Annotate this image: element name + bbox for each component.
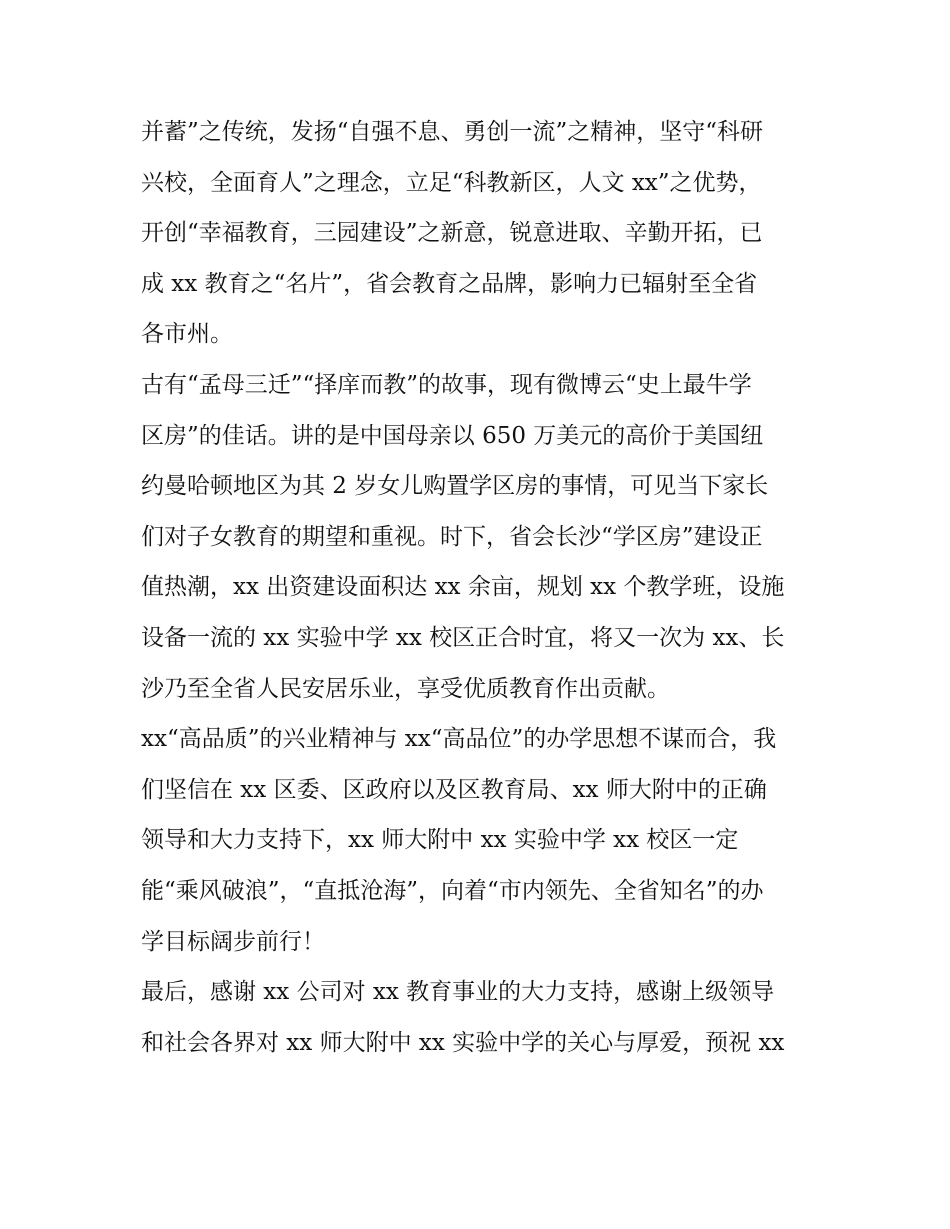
paragraph-school-tradition: [141, 107, 821, 360]
text-line: 沙乃至全省人民安居乐业，享受优质教育作出贡献。: [141, 675, 670, 702]
paragraph-thanks: [141, 967, 821, 1068]
text-line: 约曼哈顿地区为其 2 岁女儿购置学区房的事情，可见当下家长: [141, 473, 769, 500]
text-line: xx“高品质”的兴业精神与 xx“高品位”的办学思想不谋而合，我: [141, 726, 777, 753]
text-line: 各市州。: [141, 321, 233, 348]
text-line: 们对子女教育的期望和重视。时下，省会长沙“学区房”建设正: [141, 523, 763, 550]
text-line: 古有“孟母三迁”“择庠而教”的故事，现有微博云“史上最牛学: [141, 371, 752, 398]
paragraph-school-district-housing: [141, 360, 821, 714]
text-line: 能“乘风破浪”，“直抵沧海”，向着“市内领先、全省知名”的办: [141, 877, 764, 904]
text-line: 学目标阔步前行！: [141, 928, 325, 955]
text-line: 和社会各界对 xx 师大附中 xx 实验中学的关心与厚爱，预祝 xx: [141, 1029, 785, 1056]
text-line: 值热潮，xx 出资建设面积达 xx 余亩，规划 xx 个教学班，设施: [141, 574, 785, 601]
text-line: 设备一流的 xx 实验中学 xx 校区正合时宜，将又一次为 xx、长: [141, 624, 785, 651]
text-line: 并蓄”之传统，发扬“自强不息、勇创一流”之精神，坚守“科研: [141, 119, 764, 145]
text-line: 们坚信在 xx 区委、区政府以及区教育局、xx 师大附中的正确: [141, 776, 767, 803]
text-line: 最后，感谢 xx 公司对 xx 教育事业的大力支持，感谢上级领导: [141, 979, 775, 1006]
text-line: 成 xx 教育之“名片”，省会教育之品牌，影响力已辐射至全省: [141, 270, 758, 297]
text-line: 兴校，全面育人”之理念，立足“科教新区，人文 xx”之优势，: [141, 169, 762, 196]
body-text: [141, 107, 821, 1068]
text-line: 开创“幸福教育，三园建设”之新意，锐意进取、辛勤开拓，已: [141, 220, 763, 247]
paragraph-confidence: [141, 714, 821, 967]
text-line: 领导和大力支持下，xx 师大附中 xx 实验中学 xx 校区一定: [141, 827, 739, 854]
text-line: 区房”的佳话。讲的是中国母亲以 650 万美元的高价于美国纽: [141, 422, 764, 449]
